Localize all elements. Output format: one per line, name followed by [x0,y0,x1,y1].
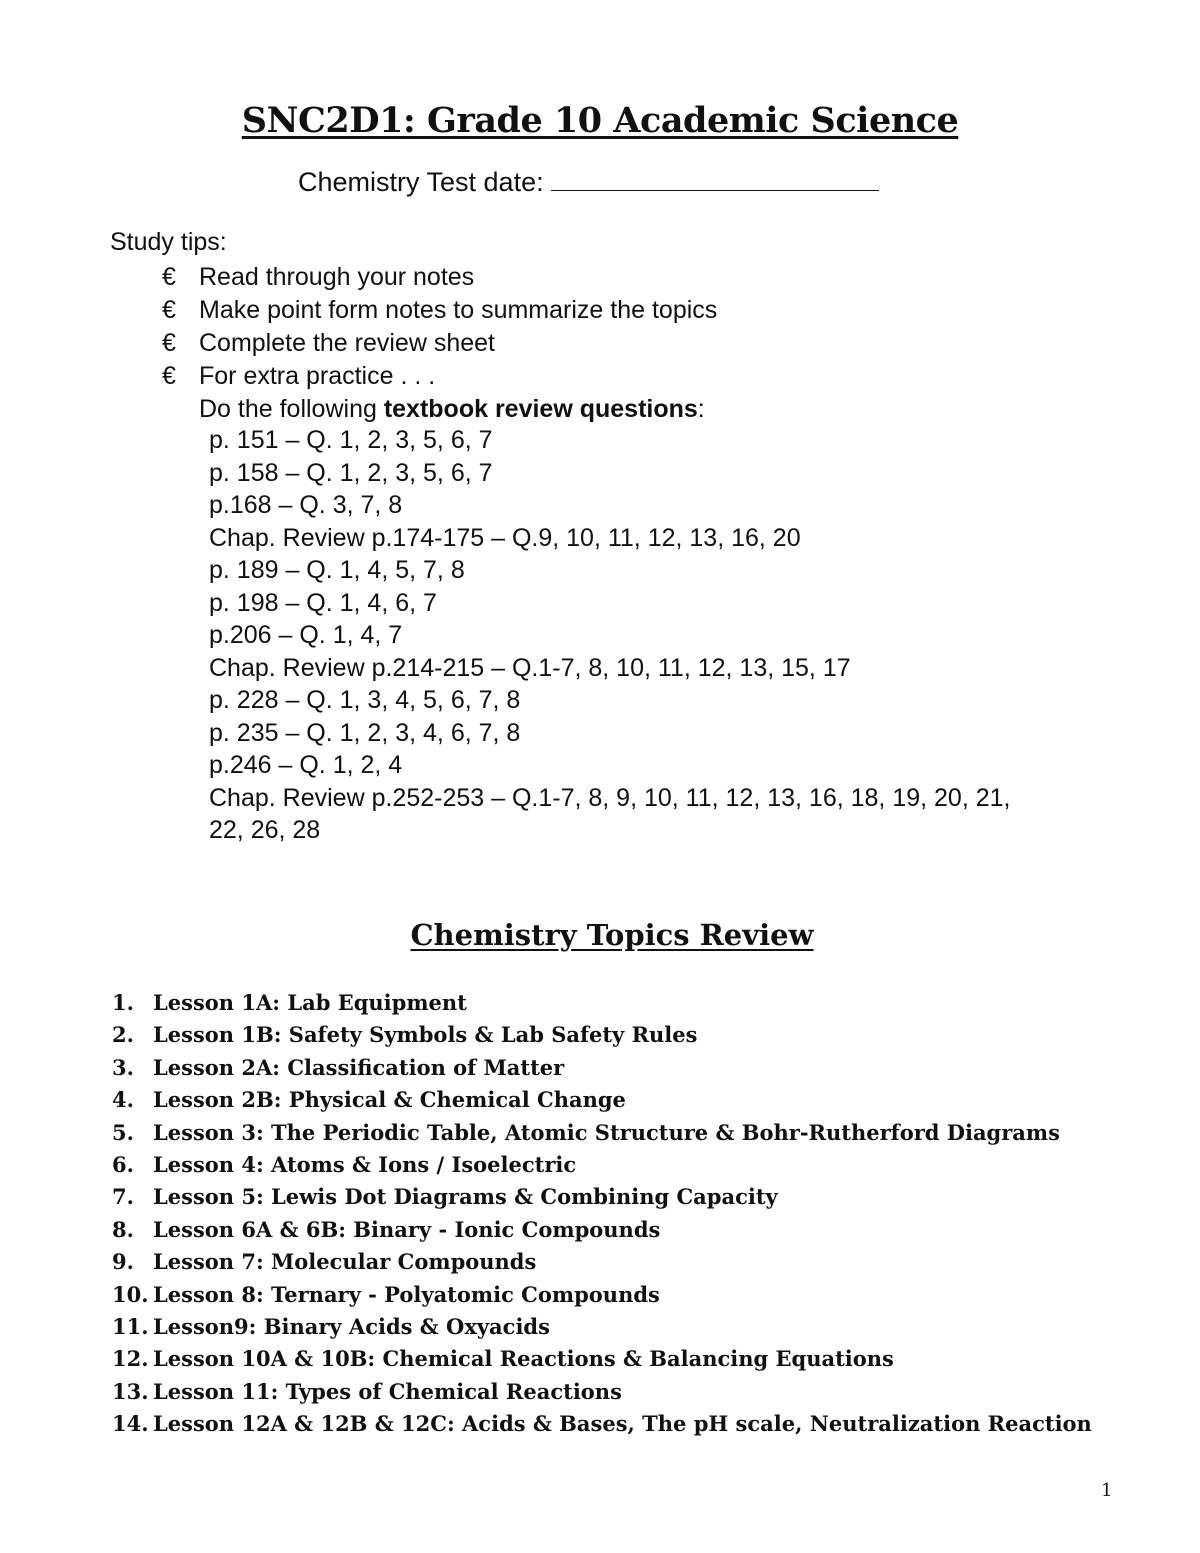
textbook-intro-bold: textbook review questions [383,395,698,423]
study-tip-item [162,360,717,393]
topic-text: Lesson 5: Lewis Dot Diagrams & Combining Capacity [153,1184,778,1210]
topic-number: 7. [112,1184,134,1210]
topic-text: Lesson 12A & 12B & 12C: Acids & Bases, The pH scale, Neutralization Reaction [153,1411,1092,1437]
topic-text: Lesson 1A: Lab Equipment [153,990,467,1015]
topic-text: Lesson 3: The Periodic Table, Atomic Structure & Bohr-Rutherford Diagrams [153,1119,1060,1145]
page-title: SNC2D1: Grade 10 Academic Science [241,100,959,141]
topic-item [112,1117,1092,1149]
topic-text: Lesson 7: Molecular Compounds [153,1249,537,1275]
topic-item [112,1149,1092,1181]
reference-line: Chap. Review p.214-215 – Q.1-7, 8, 10, 11, 12, 13, 15, 17 [209,653,851,682]
topic-text: Lesson 8: Ternary - Polyatomic Compounds [153,1281,660,1307]
topic-number: 2. [112,1022,134,1048]
reference-line: p.246 – Q. 1, 2, 4 [209,751,403,779]
reference-line: p. 228 – Q. 1, 3, 4, 5, 6, 7, 8 [209,686,521,714]
reference-line: p.206 – Q. 1, 4, 7 [209,621,403,649]
page-number: 1 [1101,1480,1113,1501]
bullet-icon: € [162,329,176,357]
topic-item [112,1246,1092,1278]
bullet-icon: € [162,362,176,390]
textbook-intro-suffix: : [697,395,705,423]
study-tip-item [162,294,717,327]
topics-list [112,987,1092,1441]
topic-text: Lesson 10A & 10B: Chemical Reactions & Balancing Equations [153,1346,894,1372]
topic-number: 14. [112,1411,149,1437]
textbook-references [209,424,1109,847]
topic-number: 9. [112,1249,134,1275]
bullet-icon: € [162,296,176,324]
study-tips-list [162,261,717,426]
reference-line: p. 235 – Q. 1, 2, 3, 4, 6, 7, 8 [209,718,521,747]
reference-line: p. 198 – Q. 1, 4, 6, 7 [209,588,437,617]
study-tip-item [162,327,717,360]
reference-line: p. 151 – Q. 1, 2, 3, 5, 6, 7 [209,426,493,454]
study-tip-text: Complete the review sheet [199,329,495,357]
textbook-intro-prefix: Do the following [199,395,384,423]
reference-line: Chap. Review p.174-175 – Q.9, 10, 11, 12, 13, 16, 20 [209,523,801,552]
topic-item [112,987,1092,1019]
topic-item [112,1311,1092,1343]
reference-line: 22, 26, 28 [209,816,321,844]
reference-line: p. 158 – Q. 1, 2, 3, 5, 6, 7 [209,458,493,487]
topic-number: 11. [112,1314,149,1340]
topic-text: Lesson9: Binary Acids & Oxyacids [153,1314,550,1340]
topic-item [112,1181,1092,1213]
topic-number: 6. [112,1152,134,1178]
reference-line: p. 189 – Q. 1, 4, 5, 7, 8 [209,556,465,584]
topic-number: 3. [112,1054,134,1080]
topic-number: 13. [112,1378,149,1404]
topic-number: 8. [112,1216,134,1242]
topic-item [112,1019,1092,1051]
topic-item [112,1052,1092,1084]
topic-item [112,1376,1092,1408]
study-tip-text: Read through your notes [199,263,475,291]
test-date-blank [551,166,879,191]
topics-heading: Chemistry Topics Review [410,918,814,952]
textbook-review-intro [162,393,717,426]
topic-text: Lesson 2B: Physical & Chemical Change [153,1087,626,1113]
topic-number: 12. [112,1346,149,1372]
reference-line: Chap. Review p.252-253 – Q.1-7, 8, 9, 10, 11, 12, 13, 16, 18, 19, 20, 21, [209,783,1011,812]
bullet-icon: € [162,263,176,291]
study-tips-label: Study tips: [110,228,227,256]
study-tip-text: Make point form notes to summarize the topics [199,296,718,324]
study-tip-item [162,261,717,294]
topic-number: 1. [112,990,134,1015]
topic-number: 4. [112,1087,134,1113]
topic-number: 5. [112,1119,134,1145]
topic-text: Lesson 2A: Classification of Matter [153,1054,565,1080]
topic-item [112,1214,1092,1246]
reference-line: p.168 – Q. 3, 7, 8 [209,491,403,519]
topic-text: Lesson 1B: Safety Symbols & Lab Safety Rules [153,1022,698,1048]
test-date-line [298,166,879,198]
topic-text: Lesson 6A & 6B: Binary - Ionic Compounds [153,1216,661,1242]
test-date-label: Chemistry Test date: [298,167,544,197]
topic-text: Lesson 11: Types of Chemical Reactions [153,1378,622,1404]
topic-item [112,1279,1092,1311]
topic-item [112,1408,1092,1440]
topic-item [112,1343,1092,1375]
topic-text: Lesson 4: Atoms & Ions / Isoelectric [153,1152,577,1178]
study-tip-text: For extra practice . . . [199,362,436,390]
topic-number: 10. [112,1281,149,1307]
topic-item [112,1084,1092,1116]
